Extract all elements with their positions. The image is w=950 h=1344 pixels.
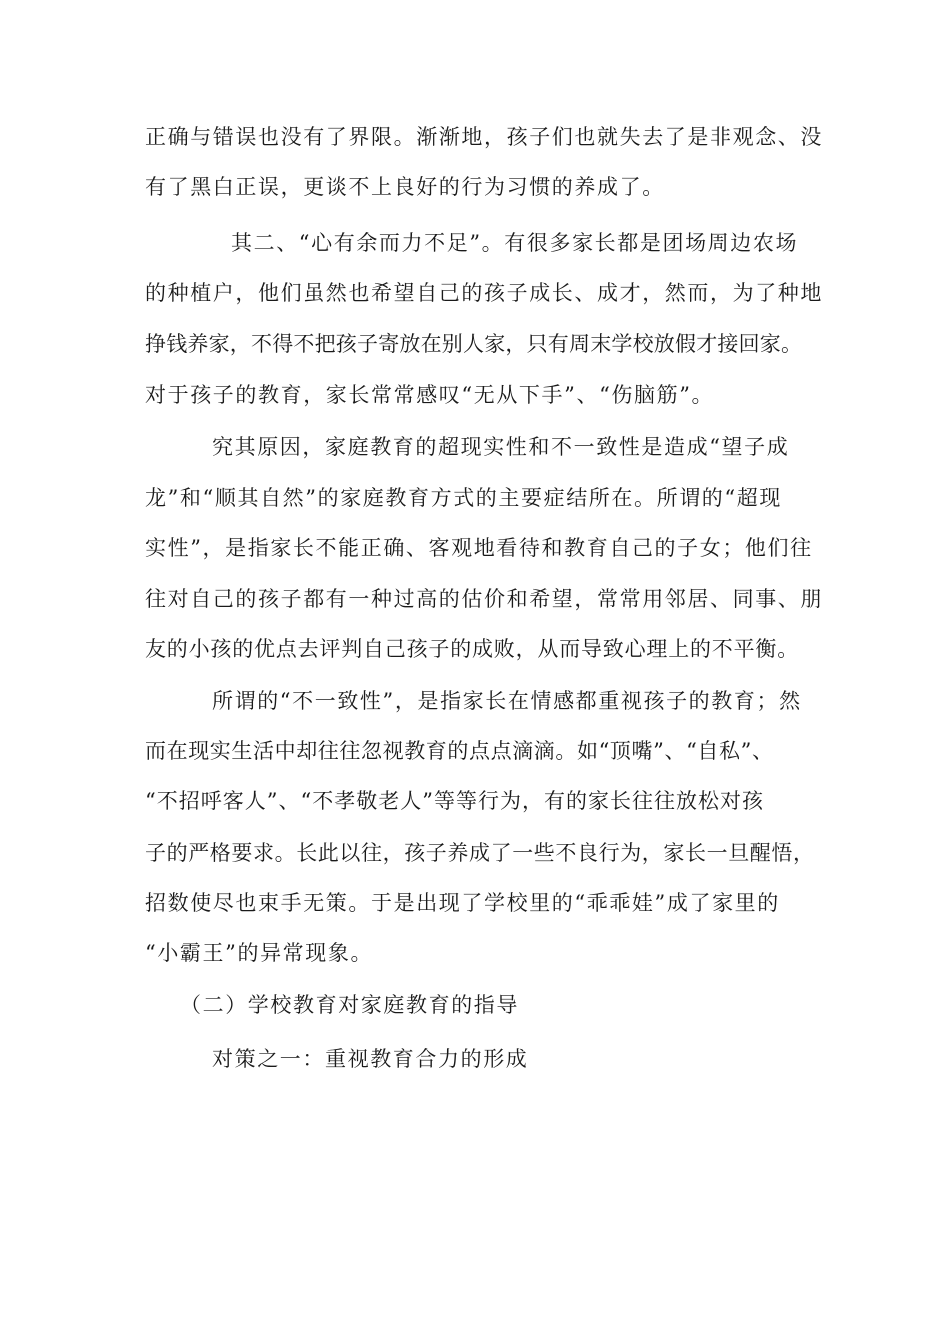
text-line: 究其原因，家庭教育的超现实性和不一致性是造成“望子成 [212,435,790,459]
text-line: 往对自己的孩子都有一种过高的估价和希望，常常用邻居、同事、朋 [145,587,823,611]
text-line: 而在现实生活中却往往忽视教育的点点滴滴。如“顶嘴”、“自私”、 [145,739,774,763]
subsection-heading: 对策之一：重视教育合力的形成 [212,1047,529,1071]
text-line: 招数使尽也束手无策。于是出现了学校里的“乖乖娃”成了家里的 [145,891,780,915]
text-line: 的种植户，他们虽然也希望自己的孩子成长、成才，然而，为了种地 [145,281,823,305]
text-line: 对于孩子的教育，家长常常感叹“无从下手”、“伤脑筋”。 [145,383,715,407]
text-line: 其二、“心有余而力不足”。有很多家长都是团场周边农场 [231,231,799,255]
text-line: 挣钱养家，不得不把孩子寄放在别人家，只有周末学校放假才接回家。 [145,332,803,356]
text-line: 子的严格要求。长此以往，孩子养成了一些不良行为，家长一旦醒悟， [145,841,815,865]
text-line: 所谓的“不一致性”，是指家长在情感都重视孩子的教育；然 [212,689,802,713]
text-line: 有了黑白正误，更谈不上良好的行为习惯的养成了。 [145,175,665,199]
text-line: 友的小孩的优点去评判自己孩子的成败，从而导致心理上的不平衡。 [145,637,799,661]
text-line: 实性”，是指家长不能正确、客观地看待和教育自己的子女；他们往 [145,536,813,560]
text-line: 正确与错误也没有了界限。渐渐地，孩子们也就失去了是非观念、没 [145,125,823,149]
section-heading: （二）学校教育对家庭教育的指导 [180,993,519,1017]
text-line: “不招呼客人”、“不孝敬老人”等等行为，有的家长往往放松对孩 [145,789,764,813]
text-line: 龙”和“顺其自然”的家庭教育方式的主要症结所在。所谓的“超现 [145,486,782,510]
text-line: “小霸王”的异常现象。 [145,941,374,965]
